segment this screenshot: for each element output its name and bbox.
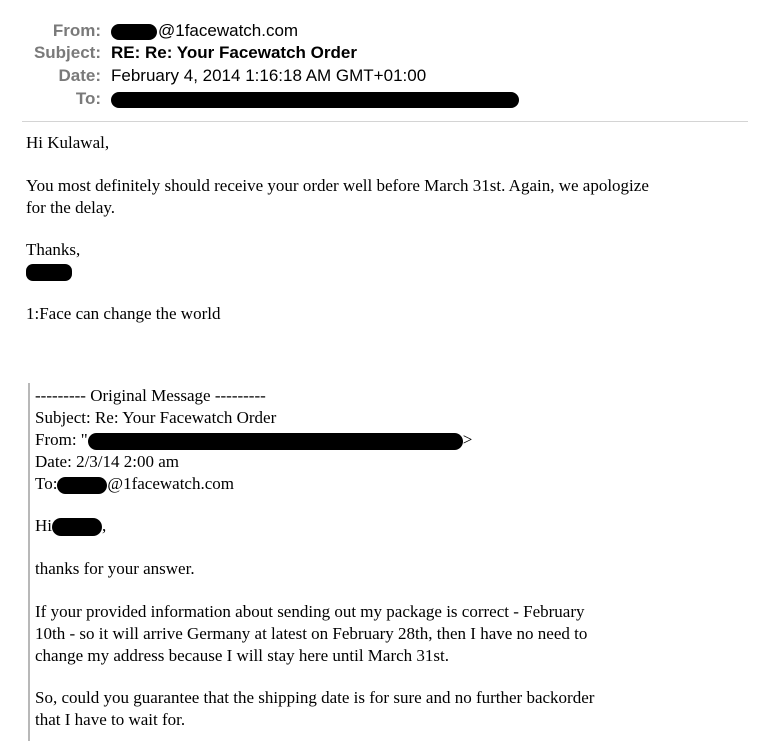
original-to-prefix: To: [35,474,58,493]
quote-bar [28,383,30,741]
signoff: Thanks, [26,240,81,259]
body-line: You most definitely should receive your order well before March 31st. Again, we apologize [26,176,649,195]
greeting: Hi Kulawal, [26,133,110,152]
original-body-line: change my address because I will stay here until March 31st. [35,646,450,665]
from-domain: @1facewatch.com [158,21,299,40]
subject-label: Subject: [33,43,101,62]
original-subject: Subject: Re: Your Facewatch Order [35,408,277,427]
original-separator: --------- Original Message --------- [35,386,266,405]
original-from-suffix: > [462,430,473,449]
redaction-bar [111,24,157,40]
to-value[interactable] [111,88,519,110]
signature-name [26,260,72,282]
redaction-bar [111,92,519,108]
original-greeting-suffix: , [102,516,107,535]
redaction-bar [57,477,107,494]
original-body-line: If your provided information about sending out my package is correct - February [35,602,585,621]
body-line: for the delay. [26,198,116,217]
tagline: 1:Face can change the world [26,304,221,323]
original-greeting-prefix: Hi [35,516,52,535]
original-date: Date: 2/3/14 2:00 am [35,452,180,471]
redaction-bar [52,518,102,536]
original-body-line: thanks for your answer. [35,559,195,578]
original-body-line: 10th - so it will arrive Germany at latest on February 28th, then I have no need to [35,624,588,643]
original-body-line: that I have to wait for. [35,710,186,729]
original-body-line: So, could you guarantee that the shipping date is for sure and no further backorder [35,688,595,707]
original-greeting [35,515,106,537]
redaction-bar [88,433,463,450]
subject-value: RE: Re: Your Facewatch Order [111,43,357,62]
header-divider [22,121,748,122]
date-label: Date: [58,66,101,85]
original-from [35,429,472,451]
original-from-prefix: From: " [35,430,88,449]
date-value: February 4, 2014 1:16:18 AM GMT+01:00 [111,66,427,85]
original-to [35,473,234,495]
from-label: From: [52,21,101,40]
redaction-bar [26,264,72,281]
to-label: To: [75,89,101,108]
original-to-domain: @1facewatch.com [107,474,234,493]
from-value[interactable] [111,20,298,42]
